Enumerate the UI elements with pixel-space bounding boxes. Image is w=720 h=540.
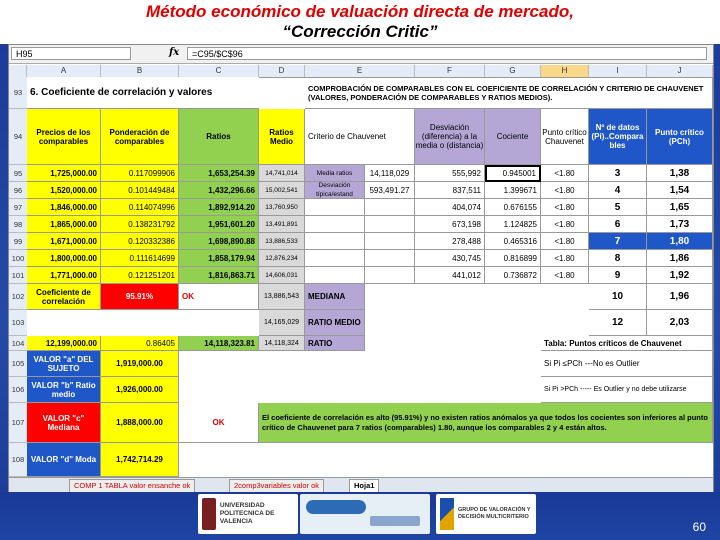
page-number: 60 [692,520,706,534]
header-punto-critico-pch[interactable]: Punto crítico (PCh) [647,109,713,165]
section-title[interactable]: 6. Coeficiente de correlación y valores [27,77,259,109]
desviacion-cell[interactable]: 404,074 [415,199,485,216]
punto-critico-cell[interactable]: <1.80 [541,199,589,216]
cociente-cell[interactable]: 1.399671 [485,182,541,199]
row-header[interactable]: 96 [9,182,27,199]
mediana-label[interactable]: MEDIANA [305,284,365,310]
row-header[interactable]: 99 [9,233,27,250]
desviacion-cell[interactable]: 430,745 [415,250,485,267]
comprobacion-title[interactable]: COMPROBACIÓN DE COMPARABLES CON EL COEFICIENTE DE CORRELACIÓN Y CRITERIO DE CHAUVENET (VALORES, PONDERACIÓN DE COMPARABLES Y RATIOS MEDIOS). [305,77,713,109]
column-header[interactable]: F [415,65,485,77]
pch-cell[interactable]: 1,86 [647,250,713,267]
valor-d-label[interactable]: VALOR "d" Moda [27,443,101,477]
ratio-cell[interactable]: 1,698,890.88 [179,233,259,250]
ratio-cell[interactable]: 1,816,863.71 [179,267,259,284]
cociente-cell[interactable]: 0.736872 [485,267,541,284]
header-criterio[interactable]: Criterio de Chauvenet [305,109,415,165]
row-header[interactable]: 100 [9,250,27,267]
row-header[interactable]: 103 [9,310,27,336]
column-header[interactable]: D [259,65,305,77]
upv-logo-text: UNIVERSIDAD POLITECNICA DE VALENCIA [219,502,275,525]
row-header[interactable]: 102 [9,284,27,310]
pch-cell[interactable]: 1,38 [647,165,713,182]
criterio-label-cell[interactable]: Desviación típica/estand [305,182,365,199]
coef-correlacion-label[interactable]: Coeficiente de correlación [27,284,101,310]
coef-correlacion-value[interactable]: 95.91% [101,284,179,310]
si-pi-outlier[interactable]: Si Pi >PCh ----- Es Outlier y no debe utilizarse [541,377,713,403]
ponderacion-cell[interactable]: 0.117099906 [101,165,179,182]
punto-critico-cell[interactable]: <1.80 [541,250,589,267]
criterio-label-cell[interactable] [305,199,365,216]
row-header[interactable]: 106 [9,377,27,403]
row-headers [9,77,27,477]
column-header[interactable]: E [305,65,415,77]
formula-bar [9,45,713,64]
precio-cell[interactable]: 1,725,000.00 [27,165,101,182]
row-header[interactable]: 101 [9,267,27,284]
ratio-medio-cell[interactable]: 15,002,541 [259,182,305,199]
row-header[interactable]: 107 [9,403,27,443]
desviacion-cell[interactable]: 555,992 [415,165,485,182]
precio-cell[interactable]: 1,846,000.00 [27,199,101,216]
pch-cell[interactable]: 1,96 [647,284,713,310]
punto-critico-cell[interactable]: <1.80 [541,216,589,233]
sheet-tab[interactable]: 2comp3variables valor ok [229,479,324,493]
formula-input[interactable]: =C95/$C$96 [187,47,707,60]
criterio-label-cell[interactable] [305,233,365,250]
upv-crest-icon [202,498,216,530]
criterio-value-cell[interactable] [365,267,415,284]
ratio-cell[interactable]: 1,432,296.66 [179,182,259,199]
si-pi-no-outlier[interactable]: Si Pi ≤PCh ---No es Outlier [541,351,713,377]
criterio-label-cell[interactable] [305,267,365,284]
precio-cell[interactable]: 1,520,000.00 [27,182,101,199]
ratio-medio-cell[interactable]: 14,606,031 [259,267,305,284]
desviacion-cell[interactable]: 278,488 [415,233,485,250]
header-punto-critico[interactable]: Punto crítico Chauvenet [541,109,589,165]
criterio-value-cell[interactable]: 593,491.27 [365,182,415,199]
total-precios[interactable]: 12,199,000.00 [27,336,101,351]
criterio-label-cell[interactable] [305,250,365,267]
pch-cell[interactable]: 1,92 [647,267,713,284]
column-header[interactable]: B [101,65,179,77]
valor-c-ok[interactable]: OK [179,403,259,443]
ratio-cell[interactable]: 1,951,601.20 [179,216,259,233]
n-datos-cell[interactable]: 6 [589,216,647,233]
valor-a-value[interactable]: 1,919,000.00 [101,351,179,377]
n-datos-cell[interactable]: 9 [589,267,647,284]
punto-critico-cell[interactable]: <1.80 [541,267,589,284]
gvdm-logo [436,494,536,534]
valor-c-value[interactable]: 1,888,000.00 [101,403,179,443]
cociente-cell[interactable]: 0.816899 [485,250,541,267]
ratio-medio-cell[interactable]: 14,118,324 [259,336,305,351]
ponderacion-cell[interactable]: 0.111614699 [101,250,179,267]
gvdm-mark-icon [440,498,454,530]
desviacion-cell[interactable]: 837,511 [415,182,485,199]
header-desviacion[interactable]: Desviación (diferencia) a la media o (distancia) [415,109,485,165]
sheet-tabs [9,477,713,492]
partner-logo [300,494,430,534]
partner-logo-sub-icon [370,516,420,526]
header-cociente[interactable]: Cociente [485,109,541,165]
valor-b-label[interactable]: VALOR "b" Ratio medio [27,377,101,403]
criterio-value-cell[interactable]: 14,118,029 [365,165,415,182]
ponderacion-cell[interactable]: 0.138231792 [101,216,179,233]
desviacion-cell[interactable]: 673,198 [415,216,485,233]
header-ratios[interactable]: Ratios [179,109,259,165]
row-header[interactable]: 97 [9,199,27,216]
tabla-chauvenet-title[interactable]: Tabla: Puntos críticos de Chauvenet [541,336,713,351]
cociente-cell[interactable]: 1.124825 [485,216,541,233]
name-box[interactable]: H95 [11,47,131,60]
valor-c-label[interactable]: VALOR "c" Mediana [27,403,101,443]
sheet-tab-active[interactable]: Hoja1 [349,479,379,493]
cociente-cell[interactable]: 0.945001 [485,165,541,182]
column-header[interactable]: I [589,65,647,77]
pch-cell[interactable]: 1,73 [647,216,713,233]
ponderacion-cell[interactable]: 0.114074996 [101,199,179,216]
row-header[interactable]: 104 [9,336,27,351]
ratio-label[interactable]: RATIO [305,336,365,351]
n-datos-cell[interactable]: 8 [589,250,647,267]
criterio-value-cell[interactable] [365,250,415,267]
punto-critico-cell[interactable]: <1.80 [541,165,589,182]
total-ponderacion[interactable]: 0.86405 [101,336,179,351]
ratio-cell[interactable]: 1,858,179.94 [179,250,259,267]
precio-cell[interactable]: 1,865,000.00 [27,216,101,233]
ponderacion-cell[interactable]: 0.101449484 [101,182,179,199]
row-header[interactable]: 95 [9,165,27,182]
precio-cell[interactable]: 1,800,000.00 [27,250,101,267]
row-header[interactable]: 98 [9,216,27,233]
pch-cell[interactable]: 2,03 [647,310,713,336]
precio-cell[interactable]: 1,671,000.00 [27,233,101,250]
n-datos-cell[interactable]: 5 [589,199,647,216]
ratio-medio-cell[interactable]: 14,741,014 [259,165,305,182]
ratio-cell[interactable]: 1,653,254.39 [179,165,259,182]
valor-b-value[interactable]: 1,926,000.00 [101,377,179,403]
header-ratios-medio[interactable]: Ratios Medio [259,109,305,165]
n-datos-cell[interactable]: 10 [589,284,647,310]
ratio-cell[interactable]: 1,892,914.20 [179,199,259,216]
criterio-label-cell[interactable]: Media ratios [305,165,365,182]
pch-cell[interactable]: 1,54 [647,182,713,199]
precio-cell[interactable]: 1,771,000.00 [27,267,101,284]
ok-label[interactable]: OK [179,284,259,310]
header-ponderacion[interactable]: Ponderación de comparables [101,109,179,165]
column-header[interactable]: A [27,65,101,77]
slide-title: Método económico de valuación directa de mercado, [146,2,574,21]
ponderacion-cell[interactable]: 0.121251201 [101,267,179,284]
row-header[interactable]: 94 [9,109,27,165]
ratio-medio-cell[interactable]: 13,760,950 [259,199,305,216]
column-header[interactable]: J [647,65,713,77]
n-datos-cell[interactable]: 3 [589,165,647,182]
corner-cell[interactable] [9,65,27,77]
row-header[interactable]: 108 [9,443,27,477]
conclusion-text[interactable]: El coeficiente de correlación es alto (95.91%) y no existen ratios anómalos ya que todos los cocientes son inferiores al punto crítico de Chauvenet para 7 ratios (comparables) 1.80, aunque los comparables 2 y 4 están altos. [259,403,713,443]
row-header[interactable]: 93 [9,77,27,109]
n-datos-cell[interactable]: 7 [589,233,647,250]
punto-critico-cell[interactable]: <1.80 [541,233,589,250]
sheet-tab[interactable]: COMP 1 TABLA valor ensanche ok [69,479,195,493]
cociente-cell[interactable]: 0.465316 [485,233,541,250]
function-icon[interactable]: fx [169,47,180,58]
total-ratios[interactable]: 14,118,323.81 [179,336,259,351]
column-header[interactable]: G [485,65,541,77]
criterio-value-cell[interactable] [365,233,415,250]
ratio-medio-cell[interactable]: 14,165,029 [259,310,305,336]
gvdm-logo-text: GRUPO DE VALORACIÓN Y DECISIÓN MULTICRITERIO [458,507,531,520]
header-n-datos[interactable]: Nº de datos (Pi)..Compara bles [589,109,647,165]
criterio-value-cell[interactable] [365,216,415,233]
column-header[interactable]: C [179,65,259,77]
slide-subtitle: “Corrección Critic” [282,22,438,41]
pch-cell[interactable]: 1,80 [647,233,713,250]
criterio-label-cell[interactable] [305,216,365,233]
cociente-cell[interactable]: 0.676155 [485,199,541,216]
spreadsheet-window [8,44,714,492]
n-datos-cell[interactable]: 4 [589,182,647,199]
punto-critico-cell[interactable]: <1.80 [541,182,589,199]
desviacion-cell[interactable]: 441,012 [415,267,485,284]
ratio-medio-label[interactable]: RATIO MEDIO [305,310,365,336]
header-precios[interactable]: Precios de los comparables [27,109,101,165]
ratio-medio-cell[interactable]: 13,886,533 [259,233,305,250]
valor-d-value[interactable]: 1,742,714.29 [101,443,179,477]
pch-cell[interactable]: 1,65 [647,199,713,216]
n-datos-cell[interactable]: 12 [589,310,647,336]
upv-logo [198,494,298,534]
partner-logo-mark-icon [306,500,366,514]
column-header[interactable]: H [541,65,589,77]
ratio-medio-cell[interactable]: 12,876,234 [259,250,305,267]
valor-a-label[interactable]: VALOR "a" DEL SUJETO [27,351,101,377]
criterio-value-cell[interactable] [365,199,415,216]
ponderacion-cell[interactable]: 0.120332386 [101,233,179,250]
ratio-medio-cell[interactable]: 13,491,891 [259,216,305,233]
row-header[interactable]: 105 [9,351,27,377]
ratio-medio-cell[interactable]: 13,886,543 [259,284,305,310]
